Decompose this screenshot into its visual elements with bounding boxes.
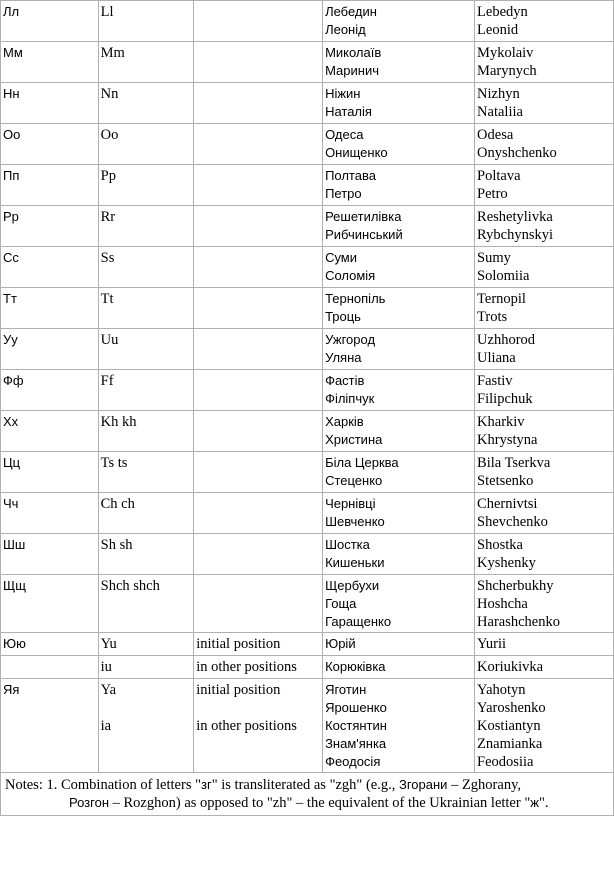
cell-line: Kharkiv [477,414,525,430]
notes-ukr-letter: ж [530,795,539,810]
position-cell [194,247,322,287]
cell-line: Kyshenky [477,555,536,571]
cell-line: Nataliia [477,104,523,120]
position-cell [194,656,322,678]
example-latin-cell [475,411,613,451]
example-latin-cell [475,206,613,246]
cell-line: Fastiv [477,373,513,389]
latin-letter-cell [99,42,194,82]
cell-line: Хх [3,414,19,429]
cell-line: Uliana [477,350,516,366]
table-row [1,452,613,492]
ukrainian-letter-cell [1,124,98,164]
ukrainian-letter-cell [1,42,98,82]
table-row [1,370,613,410]
cell-line: Lebedyn [477,4,528,20]
cell-line: Ярошенко [325,700,387,715]
latin-letter-cell [99,633,194,655]
cell-line: Poltava [477,168,521,184]
notes-ukr-example: Розгон [69,795,110,810]
cell-line: Uu [100,332,119,348]
table-row [1,575,613,632]
cell-line: Uzhhorod [477,332,536,348]
example-latin-cell [475,370,613,410]
example-latin-cell [475,534,613,574]
latin-letter-cell [99,83,194,123]
ukrainian-letter-cell [1,633,98,655]
cell-line: Khrystyna [477,432,538,448]
example-latin-cell [475,452,613,492]
table-row [1,83,613,123]
example-ukrainian-cell [323,575,474,632]
cell-line: Yahotyn [477,682,526,698]
cell-line: Shostka [477,537,523,553]
cell-line: Тт [3,291,17,306]
cell-line: in other positions [196,718,297,734]
cell-line: Ніжин [325,86,361,101]
cell-line: Кишеньки [325,555,385,570]
example-latin-cell [475,288,613,328]
cell-line: Onyshchenko [477,145,557,161]
cell-line: Yaroshenko [477,700,546,716]
ukrainian-letter-cell [1,534,98,574]
cell-line: Стеценко [325,473,383,488]
notes-ukr-example: Згорани [399,777,448,792]
cell-line: Nizhyn [477,86,520,102]
table-body [1,1,613,772]
cell-line: Petro [477,186,508,202]
position-cell [194,329,322,369]
cell-line: Нн [3,86,20,101]
position-cell [194,42,322,82]
cell-line: Знам'янка [325,736,387,751]
cell-line: Корюківка [325,659,386,674]
ukrainian-letter-cell [1,452,98,492]
latin-letter-cell [99,1,194,41]
example-ukrainian-cell [323,42,474,82]
example-latin-cell [475,633,613,655]
cell-line: Цц [3,455,21,470]
cell-line: Ll [100,4,114,20]
example-ukrainian-cell [323,534,474,574]
position-cell [194,165,322,205]
cell-line: Kostiantyn [477,718,541,734]
ukrainian-letter-cell [1,206,98,246]
latin-letter-cell [99,656,194,678]
cell-line: Ya [100,682,117,698]
notes-text: " is transliterated as "zgh" (e.g., [211,777,399,793]
table-row [1,493,613,533]
cell-line: Уу [3,332,18,347]
cell-line: Уляна [325,350,362,365]
cell-line: Полтава [325,168,376,183]
notes-text: – Rozghon) as opposed to "zh" – the equivalent of the Ukrainian letter " [109,795,531,811]
latin-letter-cell [99,329,194,369]
cell-line [196,699,320,717]
cell-line: Гаращенко [325,614,392,629]
example-latin-cell [475,83,613,123]
cell-line: Yu [100,636,117,652]
cell-line: Решетилівка [325,209,402,224]
example-latin-cell [475,493,613,533]
example-ukrainian-cell [323,288,474,328]
cell-line: Feodosiia [477,754,534,770]
cell-line: Костянтин [325,718,387,733]
cell-line: Pp [100,168,116,184]
cell-line: Chernivtsi [477,496,538,512]
example-latin-cell [475,1,613,41]
notes-body [1,773,613,815]
example-ukrainian-cell [323,329,474,369]
notes-text: – Zghorany, [447,777,522,793]
cell-line: Фф [3,373,24,388]
cell-line: Leonid [477,22,519,38]
example-ukrainian-cell [323,165,474,205]
cell-line: Суми [325,250,358,265]
cell-line: Mm [100,45,125,61]
table-row [1,247,613,287]
cell-line: Sh sh [100,537,133,553]
cell-line: Bila Tserkva [477,455,551,471]
cell-line: Rr [100,209,116,225]
ukrainian-letter-cell [1,575,98,632]
cell-line: Reshetylivka [477,209,553,225]
cell-line: Сс [3,250,19,265]
cell-line: Shevchenko [477,514,548,530]
cell-line: Соломія [325,268,376,283]
cell-line: Лебедин [325,4,377,19]
example-latin-cell [475,42,613,82]
position-cell [194,83,322,123]
cell-line: Юрій [325,636,356,651]
cell-line: Solomiia [477,268,530,284]
cell-line: Онищенко [325,145,388,160]
table-row [1,411,613,451]
cell-line: Ch ch [100,496,135,512]
example-ukrainian-cell [323,206,474,246]
ukrainian-letter-cell [1,329,98,369]
latin-letter-cell [99,534,194,574]
cell-line: Tt [100,291,114,307]
cell-line: Ternopil [477,291,526,307]
example-ukrainian-cell [323,370,474,410]
notes-text: ". [538,795,549,811]
latin-letter-cell [99,288,194,328]
cell-line: Леонід [325,22,366,37]
example-ukrainian-cell [323,656,474,678]
latin-letter-cell [99,247,194,287]
example-latin-cell [475,165,613,205]
cell-line: Петро [325,186,362,201]
cell-line: Рибчинський [325,227,403,242]
ukrainian-letter-cell [1,1,98,41]
cell-line: Odesa [477,127,514,143]
cell-line: Koriukivka [477,659,544,675]
latin-letter-cell [99,370,194,410]
latin-letter-cell [99,124,194,164]
ukrainian-letter-cell [1,247,98,287]
cell-line: Біла Церква [325,455,399,470]
cell-line: Щербухи [325,578,380,593]
position-cell [194,1,322,41]
notes-text: Notes: 1. Combination of letters " [5,777,202,793]
cell-line: Kh kh [100,414,137,430]
cell-line: Оо [3,127,21,142]
cell-line: Рр [3,209,19,224]
cell-line: Миколаїв [325,45,382,60]
cell-line: Пп [3,168,20,183]
example-latin-cell [475,247,613,287]
position-cell [194,206,322,246]
cell-line: Shch shch [100,578,160,594]
latin-letter-cell [99,206,194,246]
example-ukrainian-cell [323,633,474,655]
example-ukrainian-cell [323,452,474,492]
position-cell [194,575,322,632]
table-row [1,124,613,164]
example-latin-cell [475,656,613,678]
cell-line: Harashchenko [477,614,560,630]
table-row [1,534,613,574]
cell-line: Чч [3,496,19,511]
cell-line: initial position [196,636,281,652]
cell-line: Nn [100,86,119,102]
table-row [1,165,613,205]
position-cell [194,534,322,574]
cell-line: Фастів [325,373,365,388]
cell-line: Феодосія [325,754,381,769]
example-latin-cell [475,679,613,772]
table-row [1,633,613,655]
table-row [1,329,613,369]
cell-line: Rybchynskyi [477,227,553,243]
example-ukrainian-cell [323,247,474,287]
cell-line: Шш [3,537,26,552]
table-row [1,42,613,82]
cell-line: in other positions [196,659,297,675]
ukrainian-letter-cell [1,679,98,772]
cell-line: Мм [3,45,23,60]
notes-line-2 [5,794,609,812]
ukrainian-letter-cell [1,165,98,205]
cell-line: Щщ [3,578,26,593]
example-ukrainian-cell [323,679,474,772]
latin-letter-cell [99,452,194,492]
table-row [1,206,613,246]
latin-letter-cell [99,575,194,632]
table-row [1,288,613,328]
cell-line: iu [100,659,112,675]
table-row [1,1,613,41]
cell-line: Шостка [325,537,370,552]
cell-line: Trots [477,309,508,325]
cell-line: Mykolaiv [477,45,534,61]
position-cell [194,124,322,164]
notes-cell [1,773,613,815]
position-cell [194,411,322,451]
cell-line: Наталія [325,104,372,119]
ukrainian-letter-cell [1,370,98,410]
position-cell [194,493,322,533]
cell-line: Яготин [325,682,367,697]
cell-line: Ts ts [100,455,128,471]
cell-line: Shcherbukhy [477,578,554,594]
ukrainian-letter-cell [1,83,98,123]
latin-letter-cell [99,411,194,451]
cell-line [101,699,192,717]
cell-line: Znamianka [477,736,543,752]
example-ukrainian-cell [323,83,474,123]
table-row [1,679,613,772]
cell-line: Троць [325,309,361,324]
cell-line: Юю [3,636,26,651]
cell-line: Marynych [477,63,537,79]
position-cell [194,679,322,772]
position-cell [194,633,322,655]
ukrainian-letter-cell [1,288,98,328]
position-cell [194,452,322,492]
cell-line: Sumy [477,250,511,266]
ukrainian-letter-cell [1,493,98,533]
cell-line: Чернівці [325,496,376,511]
cell-line: Ff [100,373,114,389]
table-row [1,656,613,678]
example-ukrainian-cell [323,493,474,533]
cell-line: Маринич [325,63,379,78]
cell-line: Філіпчук [325,391,375,406]
position-cell [194,288,322,328]
cell-line: Шевченко [325,514,385,529]
cell-line: Яя [3,682,20,697]
example-ukrainian-cell [323,411,474,451]
cell-line: initial position [196,682,281,698]
example-ukrainian-cell [323,124,474,164]
cell-line: Тернопіль [325,291,386,306]
cell-line: Filipchuk [477,391,533,407]
example-latin-cell [475,124,613,164]
cell-line: Yurii [477,636,507,652]
notes-ukr-letters: зг [201,777,212,792]
cell-line: Харків [325,414,364,429]
cell-line: Stetsenko [477,473,534,489]
ukrainian-letter-cell [1,411,98,451]
latin-letter-cell [99,679,194,772]
latin-letter-cell [99,165,194,205]
cell-line: Гоща [325,596,357,611]
example-latin-cell [475,329,613,369]
cell-line: Ужгород [325,332,376,347]
notes-row [1,773,613,815]
cell-line: Лл [3,4,20,19]
example-latin-cell [475,575,613,632]
cell-line: Oo [100,127,119,143]
cell-line: Ss [100,250,115,266]
cell-line: Христина [325,432,383,447]
latin-letter-cell [99,493,194,533]
example-ukrainian-cell [323,1,474,41]
position-cell [194,370,322,410]
ukrainian-letter-cell [1,656,98,678]
cell-line: ia [100,718,112,734]
cell-line: Hoshcha [477,596,528,612]
cell-line: Одеса [325,127,364,142]
